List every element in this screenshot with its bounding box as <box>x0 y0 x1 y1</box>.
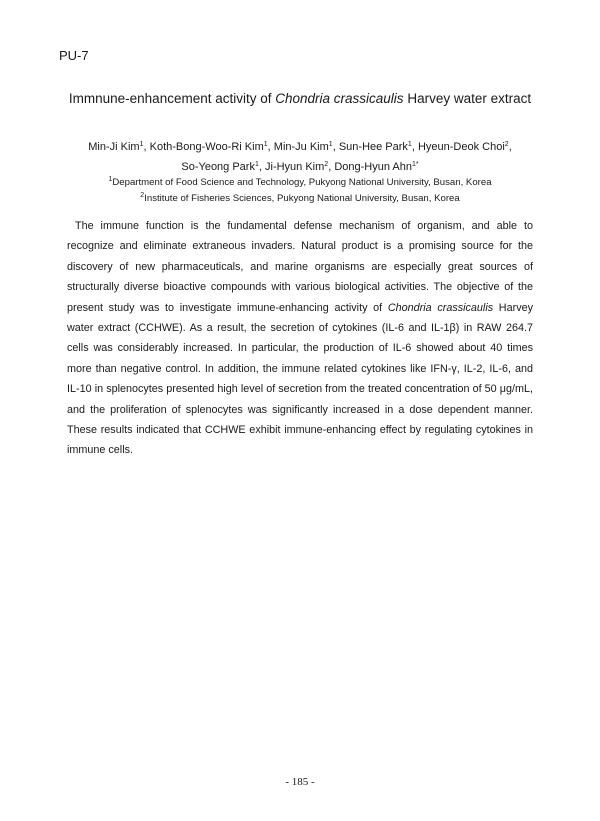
author: Koth-Bong-Woo-Ri Kim <box>149 141 264 153</box>
author: Min-Ji Kim <box>88 141 140 153</box>
affiliation-mark: 1 <box>108 176 113 183</box>
affiliation-list <box>0 175 600 207</box>
author-affiliation-mark: 1 <box>328 141 333 148</box>
author-affiliation-mark: 1 <box>139 141 144 148</box>
abstract-text-part1: The immune function is the fundamental defense mechanism of organism, and able to recognize and eliminate extraneous invaders. Natural product is a promising source for the discovery of new pharmaceuticals, and marine organisms are especially great sources of structurally diverse bioactive compounds with various biological activities. The objective of the present study was to investigate immune-enhancing activity of <box>67 220 533 314</box>
affiliation-text: Institute of Fisheries Sciences, Pukyong National University, Busan, Korea <box>144 193 460 204</box>
author-affiliation-mark: 1* <box>412 161 419 168</box>
author-affiliation-mark: 1 <box>407 141 412 148</box>
title-species: Chondria crassicaulis <box>275 91 404 106</box>
session-code: PU-7 <box>59 48 89 63</box>
author-affiliation-mark: 2 <box>324 161 329 168</box>
abstract-body <box>67 216 533 461</box>
abstract-text-part2: Harvey water extract (CCHWE). As a result, the secretion of cytokines (IL-6 and IL-1β) in RAW 264.7 cells was considerably increased. In particular, the production of IL-6 showed about 40 times more than negative control. In addition, the immune related cytokines like IFN-γ, IL-2, IL-6, and IL-10 in splenocytes presented high level of secretion from the treated concentration of 50 μg/mL, and the proliferation of splenocytes was significantly increased in a dose dependent manner. These results indicated that CCHWE exhibit immune-enhancing effect by regulating cytokines in immune cells. <box>67 301 534 457</box>
author: Ji-Hyun Kim <box>265 161 325 173</box>
author: Hyeun-Deok Choi <box>417 141 505 153</box>
author-list <box>0 137 600 177</box>
title-text-before: Immnune-enhancement activity of <box>68 91 276 106</box>
author: Dong-Hyun Ahn <box>334 161 412 173</box>
affiliation-mark: 2 <box>140 192 145 199</box>
affiliation-text: Department of Food Science and Technology, Pukyong National University, Busan, Korea <box>112 177 492 188</box>
affiliation <box>0 175 600 191</box>
title-text-after: Harvey water extract <box>403 91 532 106</box>
author-line-2: So-Yeong Park$^1$, Ji-Hyun Kim$^2$, Dong-Hyun Ahn$^{1*}$ <box>181 161 419 173</box>
author-affiliation-mark: 1 <box>254 161 259 168</box>
author-affiliation-mark: 2 <box>504 141 509 148</box>
author-line-1: Min-Ji Kim$^1$, Koth-Bong-Woo-Ri Kim$^1$, Min-Ju Kim$^1$, Sun-Hee Park$^1$, Hyeun-Deok Choi$^2$, <box>88 141 512 153</box>
page-number: - 185 - <box>285 776 315 788</box>
author: Sun-Hee Park <box>338 141 408 153</box>
affiliation <box>0 191 600 207</box>
author: So-Yeong Park <box>181 161 255 173</box>
abstract-species: Chondria crassicaulis <box>387 301 494 314</box>
author: Min-Ju Kim <box>273 141 329 153</box>
author-affiliation-mark: 1 <box>263 141 268 148</box>
paper-title <box>0 91 600 106</box>
